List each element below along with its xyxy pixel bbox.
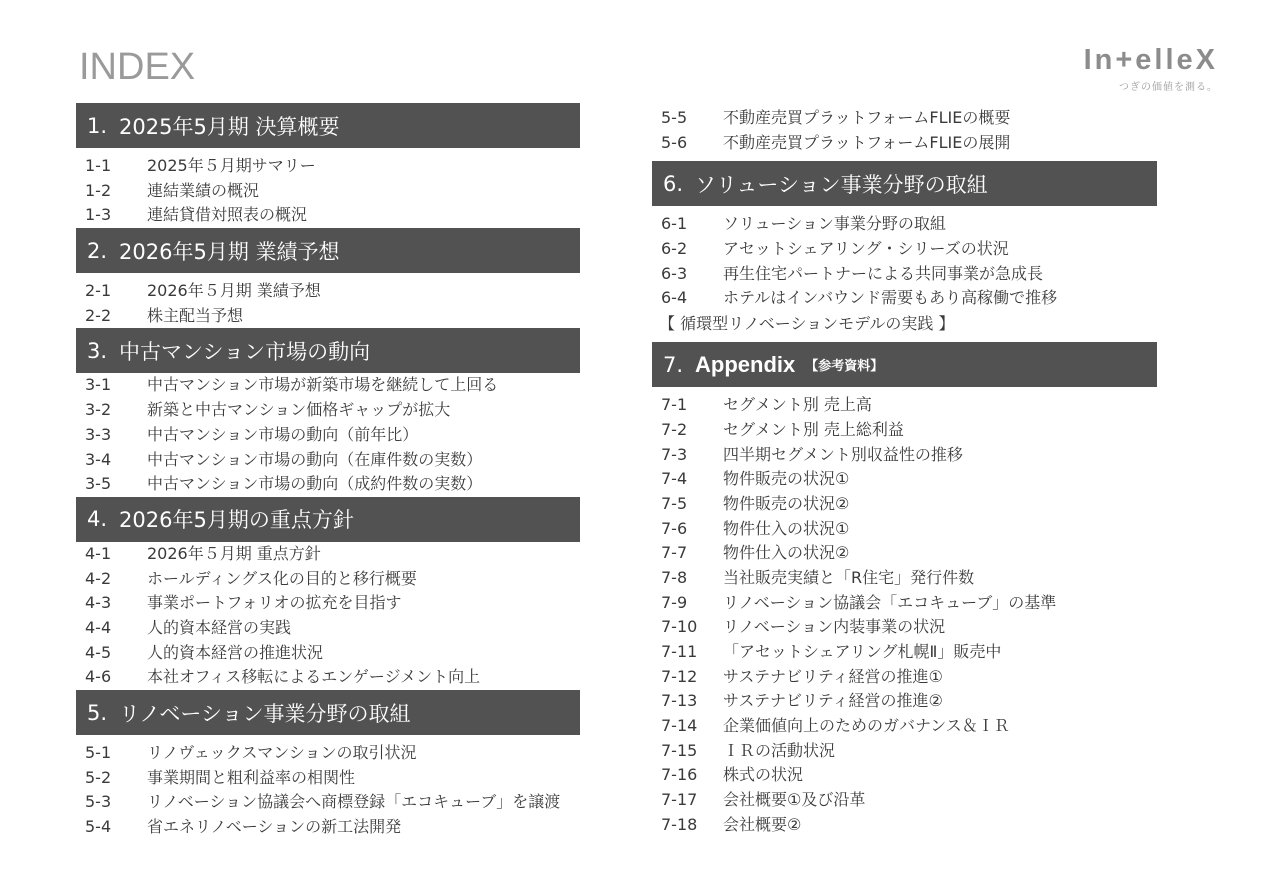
index-item: 7-15 ＩＲの活動状況 — [661, 740, 836, 760]
index-item: 3-3 中古マンション市場の動向（前年比） — [85, 424, 419, 444]
index-item: 1-1 2025年５月期サマリー — [85, 156, 316, 175]
section-5-continued-items — [652, 106, 1157, 155]
section-5-items — [76, 741, 580, 840]
index-item: 7-2 セグメント別 売上総利益 — [661, 419, 904, 439]
index-item: 5-5 不動産売買プラットフォームFLIEの概要 — [661, 108, 1011, 127]
index-item: 7-12 サステナビリティ経営の推進① — [661, 666, 943, 686]
index-item: 3-1 中古マンション市場が新築市場を継続して上回る — [85, 375, 499, 395]
index-item: 7-3 四半期セグメント別収益性の推移 — [661, 444, 963, 464]
index-left-column — [76, 103, 580, 840]
logo-wordmark: In+elleX — [1083, 44, 1218, 76]
index-item: 7-16 株式の状況 — [661, 765, 804, 785]
index-item: 3-2 新築と中古マンション価格ギャップが拡大 — [85, 400, 451, 420]
index-item: 7-8 当社販売実績と「R住宅」発行件数 — [661, 567, 975, 587]
section-2-items — [76, 279, 580, 328]
index-item: 7-7 物件仕入の状況② — [661, 543, 850, 563]
section-header-1: 1. 2025年5月期 決算概要 — [76, 103, 580, 148]
section-7-items — [652, 393, 1157, 837]
index-item: 5-2 事業期間と粗利益率の相関性 — [85, 767, 356, 787]
index-item: 7-11 「アセットシェアリング札幌Ⅱ」販売中 — [661, 642, 1002, 661]
index-item: 6-4 ホテルはインバウンド需要もあり高稼働で推移 — [661, 288, 1058, 308]
index-item: 5-3 リノベーション協議会へ商標登録「エコキューブ」を譲渡 — [85, 792, 561, 812]
index-item: 3-4 中古マンション市場の動向（在庫件数の実数） — [85, 449, 483, 469]
index-item: 7-9 リノベーション協議会「エコキューブ」の基準 — [661, 592, 1057, 612]
index-item: 2-1 2026年５月期 業績予想 — [85, 281, 321, 301]
index-item: 4-4 人的資本経営の実践 — [85, 617, 292, 637]
section-header-7: 7. Appendix 【参考資料】 — [652, 342, 1157, 387]
index-item: 5-1 リノヴェックスマンションの取引状況 — [85, 743, 417, 762]
section-header-4: 4. 2026年5月期の重点方針 — [76, 497, 580, 542]
index-item: 2-2 株主配当予想 — [85, 305, 244, 325]
index-item: 7-1 セグメント別 売上高 — [661, 395, 872, 415]
index-item: 7-13 サステナビリティ経営の推進② — [661, 691, 943, 711]
index-item: 5-6 不動産売買プラットフォームFLIEの展開 — [661, 132, 1011, 152]
section-1-items — [76, 154, 580, 228]
index-item: 4-1 2026年５月期 重点方針 — [85, 543, 321, 563]
section-3-items — [76, 373, 580, 496]
index-item: 7-5 物件販売の状況② — [661, 493, 850, 513]
index-item: 4-6 本社オフィス移転によるエンゲージメント向上 — [85, 667, 481, 687]
section-header-3: 3. 中古マンション市場の動向 — [76, 328, 580, 373]
index-item: 7-4 物件販売の状況① — [661, 469, 850, 489]
index-item: 6-1 ソリューション事業分野の取組 — [661, 214, 946, 234]
logo-tagline: つぎの価値を測る。 — [1119, 82, 1218, 93]
section-4-items — [76, 542, 580, 690]
section-header-5: 5. リノベーション事業分野の取組 — [76, 690, 580, 735]
section-6-items — [652, 212, 1157, 311]
index-item: 7-18 会社概要② — [661, 814, 802, 834]
index-item: 7-6 物件仕入の状況① — [661, 518, 850, 538]
page-title: INDEX — [79, 46, 196, 88]
index-item: 4-5 人的資本経営の推進状況 — [85, 642, 324, 662]
index-item: 3-5 中古マンション市場の動向（成約件数の実数） — [85, 474, 483, 494]
index-item: 4-2 ホールディングス化の目的と移行概要 — [85, 568, 417, 588]
index-item: 1-2 連結業績の概況 — [85, 180, 260, 200]
section-6-subheading: 【 循環型リノベーションモデルの実践 】 — [659, 314, 955, 334]
index-item: 7-14 企業価値向上のためのガバナンス＆ＩＲ — [661, 716, 1010, 736]
index-item: 7-10 リノベーション内装事業の状況 — [661, 617, 946, 637]
index-right-column — [652, 106, 1157, 838]
index-item: 6-2 アセットシェアリング・シリーズの状況 — [661, 239, 1009, 259]
index-item: 6-3 再生住宅パートナーによる共同事業が急成長 — [661, 263, 1044, 283]
index-item: 7-17 会社概要①及び沿革 — [661, 790, 866, 810]
section-header-6: 6. ソリューション事業分野の取組 — [652, 161, 1157, 206]
index-item: 5-4 省エネリノベーションの新工法開発 — [85, 817, 402, 837]
index-item: 4-3 事業ポートフォリオの拡充を目指す — [85, 593, 402, 613]
company-logo — [1084, 44, 1218, 93]
section-header-2: 2. 2026年5月期 業績予想 — [76, 228, 580, 273]
index-item: 1-3 連結貸借対照表の概況 — [85, 205, 308, 225]
